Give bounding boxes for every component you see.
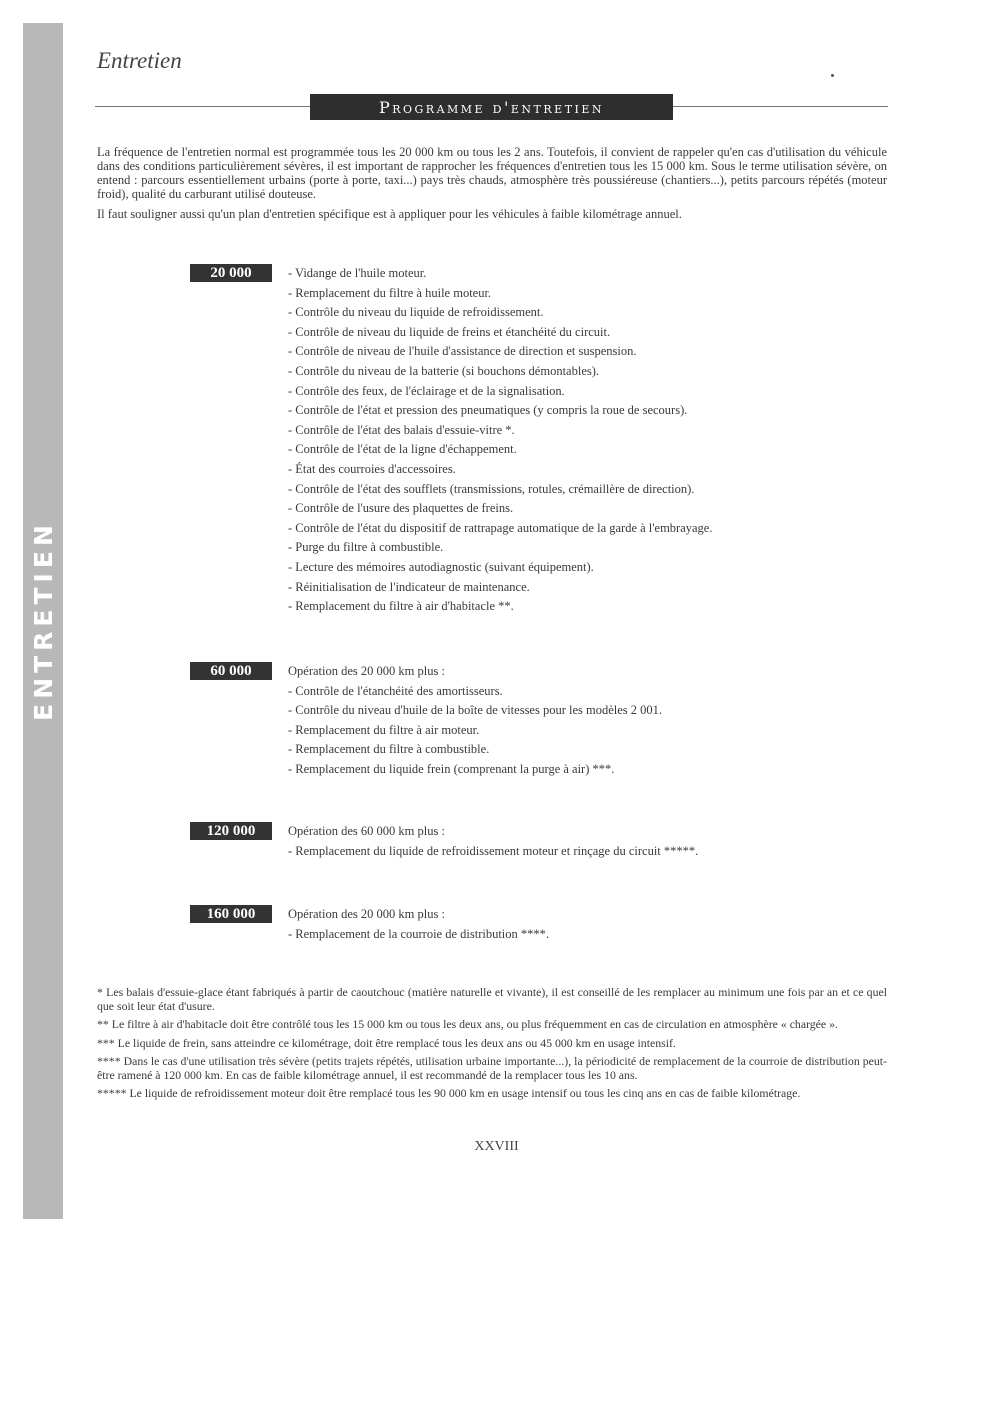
page-number: XXVIII xyxy=(474,1139,519,1154)
list-item: Opération des 20 000 km plus : xyxy=(288,907,445,921)
list-item: - Contrôle de l'état et pression des pneumatiques (y compris la roue de secours). xyxy=(288,403,688,418)
stray-dot xyxy=(831,74,834,77)
list-item: - Remplacement du filtre à huile moteur. xyxy=(288,285,492,300)
interval-list-20000 xyxy=(288,264,712,617)
list-item: - Vidange de l'huile moteur. xyxy=(288,266,427,280)
interval-list-120000 xyxy=(288,822,698,861)
list-item: - Remplacement du filtre à air d'habitacle **. xyxy=(288,599,514,614)
list-item: - Contrôle de l'état des balais d'essuie-vitre *. xyxy=(288,422,515,437)
list-item: - Contrôle de l'étanchéité des amortisseurs. xyxy=(288,683,503,698)
side-label-text: ENTRETIEN xyxy=(28,519,58,721)
list-item: - Lecture des mémoires autodiagnostic (suivant équipement). xyxy=(288,559,594,574)
side-label xyxy=(23,470,63,770)
list-item: - Contrôle de niveau du liquide de freins et étanchéité du circuit. xyxy=(288,324,611,339)
list-item: - Contrôle du niveau d'huile de la boîte de vitesses pour les modèles 2 001. xyxy=(288,703,663,718)
interval-badge-60000: 60 000 xyxy=(190,662,272,680)
interval-list-60000 xyxy=(288,662,662,780)
footnotes xyxy=(97,986,887,1106)
footnote: **** Dans le cas d'une utilisation très sévère (petits trajets répétés, utilisation urbaine importante...), la périodicité de remplacement de la courroie de distribution peut-être ramené à 120 000 km. En cas de faible kilométrage annuel, il est recommandé de la remplacer tous les 10 ans. xyxy=(97,1054,887,1082)
intro-paragraph-1: La fréquence de l'entretien normal est programmée tous les 20 000 km ou tous les 2 ans. Toutefois, il convient de rappeler qu'en cas d'utilisation du véhicule dans des conditions particulièrement sévères, il est important de rapprocher les fréquences d'entretien tous les 15 000 km. Sous le terme utilisation sévère, on entend : parcours essentiellement urbains (porte à porte, taxi...) pays très chauds, atmosphère très poussiéreuse (chantiers...), petits parcours répétés (moteur froid), qualité du carburant utilisé douteuse. xyxy=(97,145,887,201)
interval-badge-20000: 20 000 xyxy=(190,264,272,282)
interval-badge-160000: 160 000 xyxy=(190,905,272,923)
list-item: - État des courroies d'accessoires. xyxy=(288,461,456,476)
list-item: - Purge du filtre à combustible. xyxy=(288,540,444,555)
list-item: - Remplacement du filtre à air moteur. xyxy=(288,722,480,737)
list-item: - Remplacement de la courroie de distribution ****. xyxy=(288,926,550,941)
interval-list-160000 xyxy=(288,905,549,944)
footnote: ** Le filtre à air d'habitacle doit être contrôlé tous les 15 000 km ou tous les deux ans, ou plus fréquemment en cas de circulation en atmosphère « chargée ». xyxy=(97,1017,838,1031)
list-item: - Contrôle de l'état des soufflets (transmissions, rotules, crémaillère de direction). xyxy=(288,481,695,496)
list-item: - Contrôle des feux, de l'éclairage et de la signalisation. xyxy=(288,383,565,398)
list-item: - Contrôle de l'usure des plaquettes de freins. xyxy=(288,501,514,516)
list-item: - Contrôle de l'état de la ligne d'échappement. xyxy=(288,442,517,457)
title-rule-left xyxy=(95,106,310,107)
list-item: - Remplacement du liquide frein (comprenant la purge à air) ***. xyxy=(288,761,615,776)
list-item: - Remplacement du liquide de refroidissement moteur et rinçage du circuit *****. xyxy=(288,843,699,858)
page-title: Programme d'entretien xyxy=(310,94,673,120)
footnote: ***** Le liquide de refroidissement moteur doit être remplacé tous les 90 000 km en usage intensif ou tous les cinq ans en cas de faible kilométrage. xyxy=(97,1086,801,1100)
section-title: Entretien xyxy=(97,48,182,73)
list-item: Opération des 60 000 km plus : xyxy=(288,824,445,838)
list-item: - Contrôle du niveau du liquide de refroidissement. xyxy=(288,305,544,320)
interval-badge-120000: 120 000 xyxy=(190,822,272,840)
list-item: - Contrôle de niveau de l'huile d'assistance de direction et suspension. xyxy=(288,344,637,359)
intro-paragraph-2: Il faut souligner aussi qu'un plan d'entretien spécifique est à appliquer pour les véhicules à faible kilométrage annuel. xyxy=(97,207,682,221)
list-item: - Réinitialisation de l'indicateur de maintenance. xyxy=(288,579,530,594)
list-item: Opération des 20 000 km plus : xyxy=(288,664,445,678)
list-item: - Remplacement du filtre à combustible. xyxy=(288,742,490,757)
title-rule-right xyxy=(673,106,888,107)
footnote: *** Le liquide de frein, sans atteindre ce kilométrage, doit être remplacé tous les deux ans ou 45 000 km en usage intensif. xyxy=(97,1035,676,1050)
footnote: * Les balais d'essuie-glace étant fabriqués à partir de caoutchouc (matière naturelle et vivante), il est conseillé de les remplacer au minimum une fois par an et ce quel que soit leur état d'usure. xyxy=(97,985,887,1013)
intro xyxy=(97,145,887,227)
list-item: - Contrôle de l'état du dispositif de rattrapage automatique de la garde à l'embrayage. xyxy=(288,520,713,535)
list-item: - Contrôle du niveau de la batterie (si bouchons démontables). xyxy=(288,363,600,378)
